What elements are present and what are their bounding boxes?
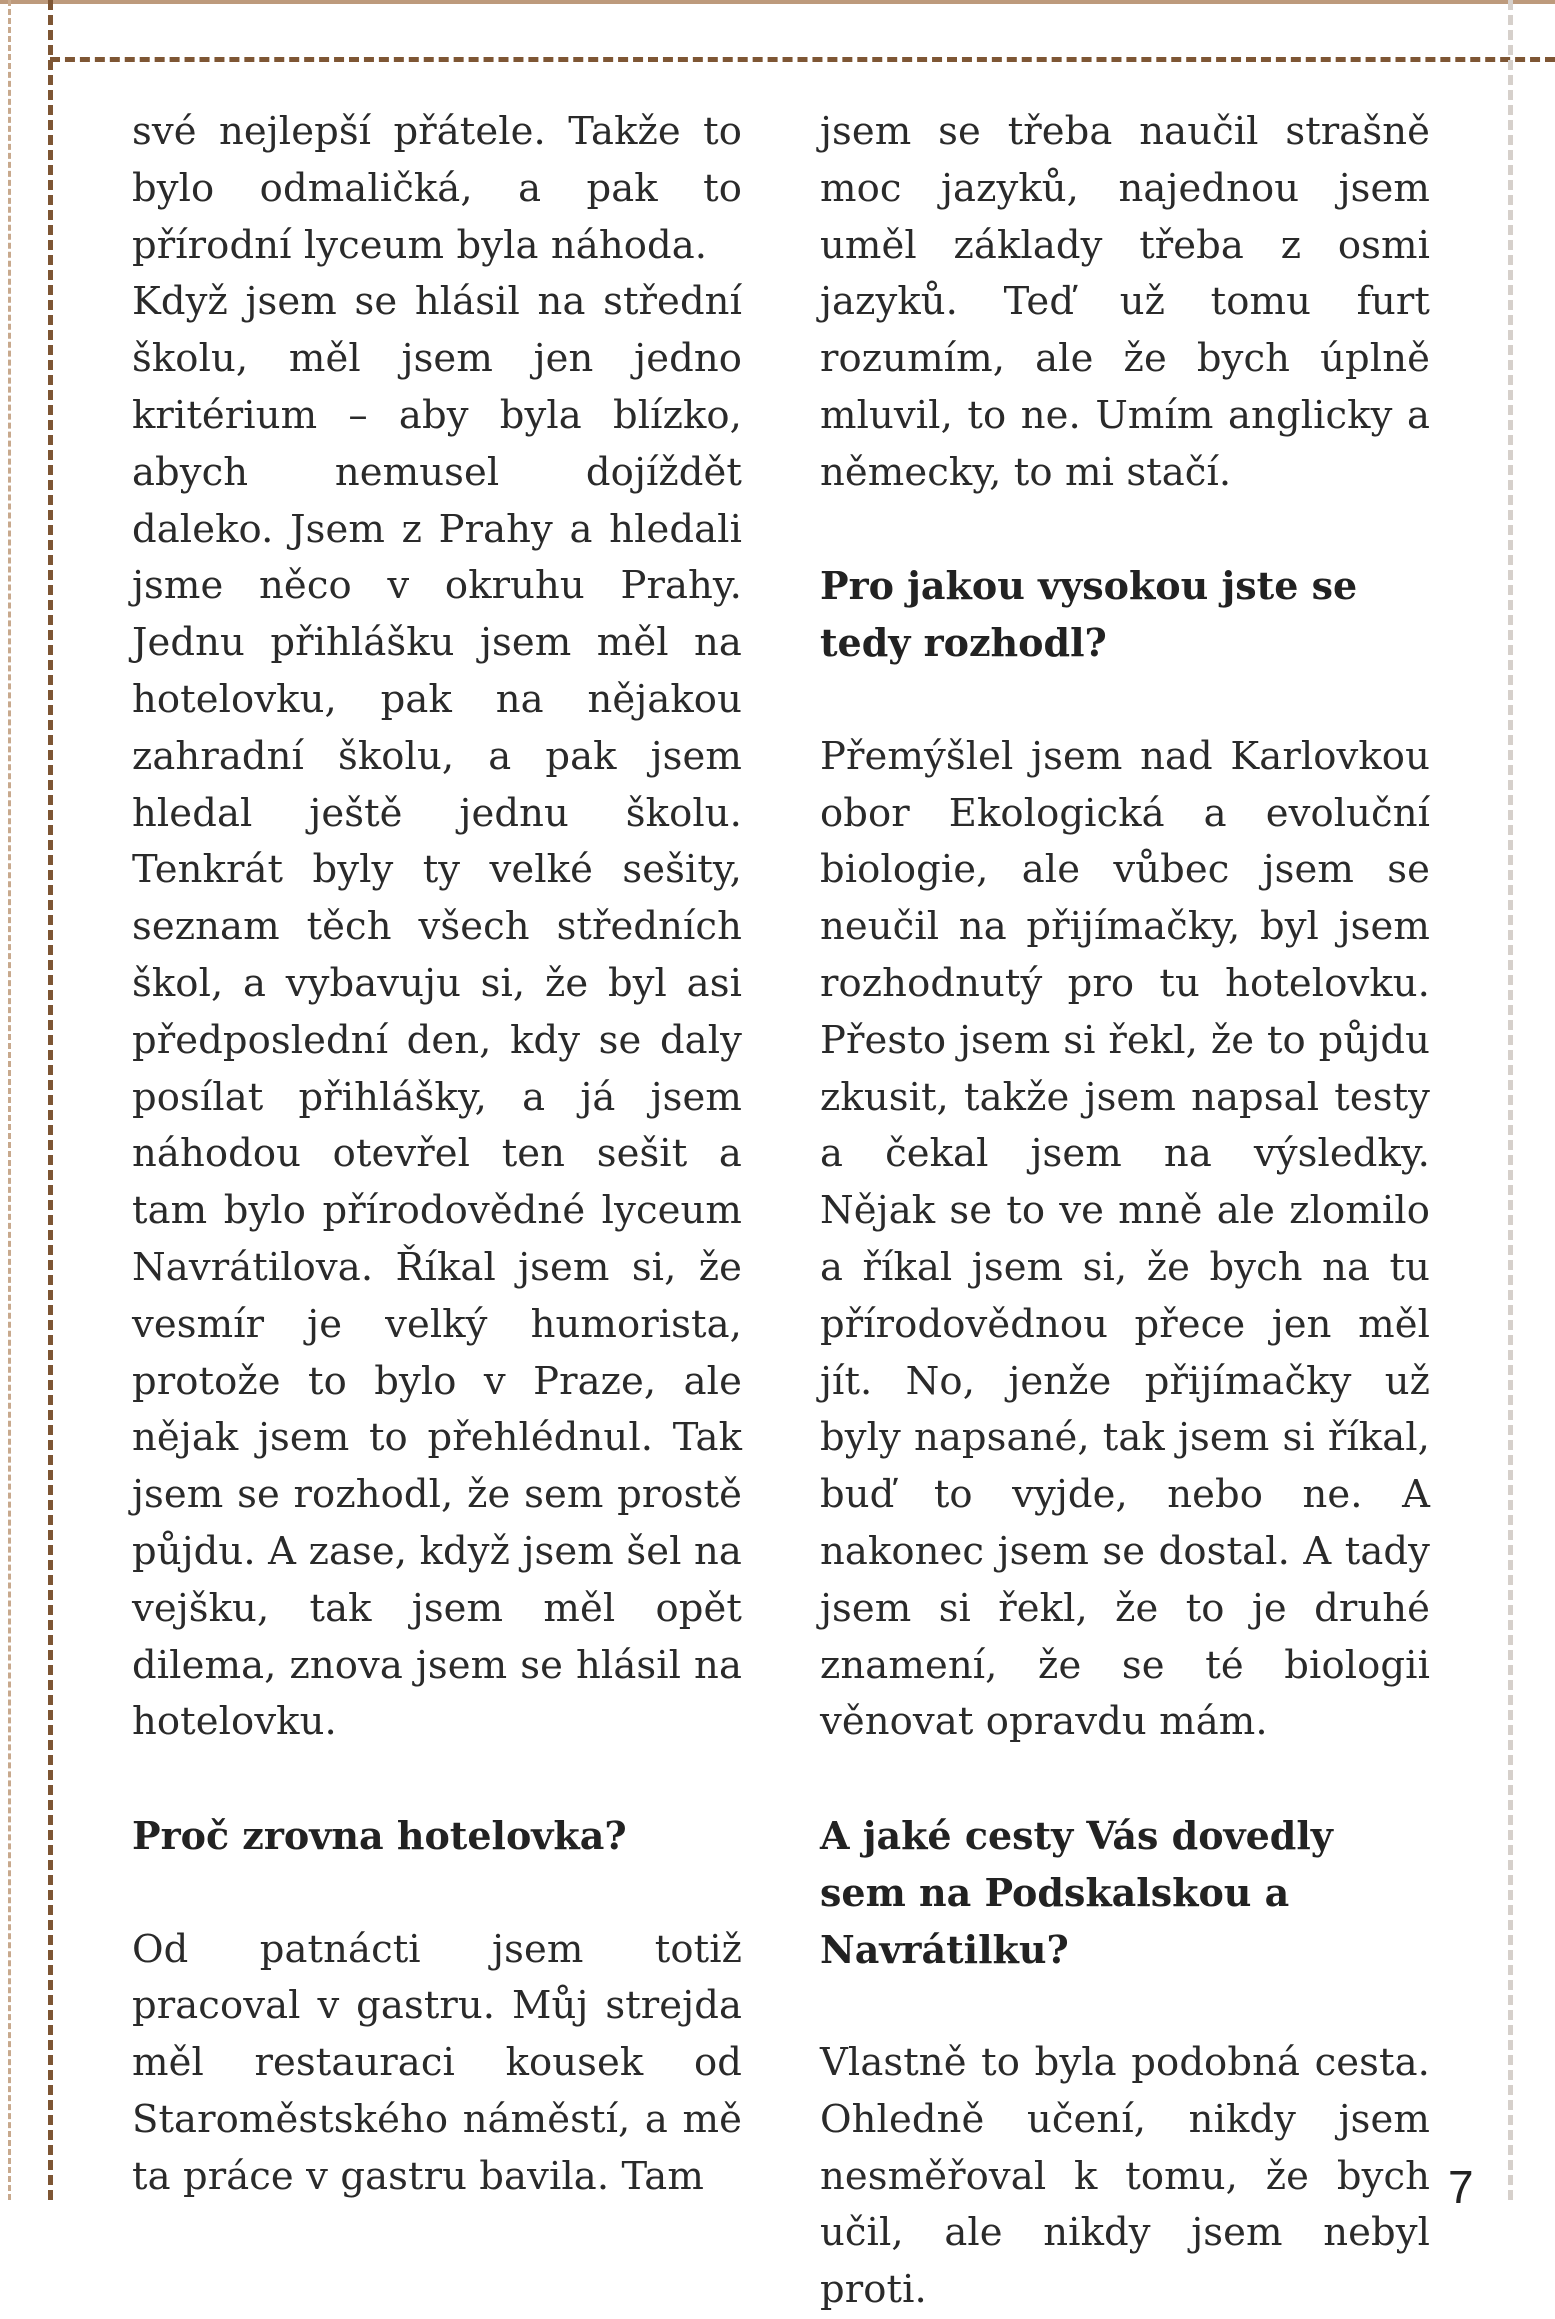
spacer (132, 1865, 742, 1922)
right-question-heading-2: A jaké cesty Vás dovedly sem na Podskalskou a Navrátilku? (820, 1812, 1333, 1972)
right-paragraph-2: Přemýšlel jsem nad Karlovkou obor Ekologická a evoluční biologie, ale vůbec jsem se neučil na přijímačky, byl jsem rozhodnutý pro tu hotelovku. Přesto jsem si řekl, že to půjdu zkusit, takže jsem napsal testy a čekal jsem na výsledky. Nějak se to ve mně ale zlomilo a říkal jsem si, že bych na tu přírodovědnou přece jen měl jít. No, jenže přijímačky už byly napsané, tak jsem si říkal, buď to vyjde, nebo ne. A nakonec jsem se dostal. A tady jsem si řekl, že to je druhé znamení, že se té biologii věnovat opravdu mám. (820, 733, 1430, 1745)
left-paragraph-2: Když jsem se hlásil na střední školu, měl jsem jen jedno kritérium – aby byla blízko, abych nemusel dojíždět daleko. Jsem z Prahy a hledali jsme něco v okruhu Prahy. Jednu přihlášku jsem měl na hotelovku, pak na nějakou zahradní školu, a pak jsem hledal ještě jednu školu. Tenkrát byly ty velké sešity, seznam těch všech středních škol, a vybavuju si, že byl asi předposlední den, kdy se daly posílat přihlášky, a já jsem náhodou otevřel ten sešit a tam bylo přírodovědné lyceum Navrátilova. Říkal jsem si, že vesmír je velký humorista, protože to bylo v Praze, ale nějak jsem to přehlédnul. Tak jsem se rozhodl, že sem prostě půjdu. A zase, když jsem šel na vejšku, tak jsem měl opět dilema, znova jsem se hlásil na hotelovku. (132, 279, 742, 1745)
left-outer-dashed-border (8, 0, 11, 2200)
left-question-heading: Proč zrovna hotelovka? (132, 1812, 627, 1858)
right-paragraph-1: jsem se třeba naučil strašně moc jazyků, najednou jsem uměl základy třeba z osmi jazyků. Teď už tomu furt rozumím, ale že bych úplně mluvil, to ne. Umím anglicky a německy, to mi stačí. (820, 109, 1430, 495)
left-inner-dashed-border (48, 0, 53, 2200)
spacer (820, 1978, 1430, 2035)
spacer (132, 1751, 742, 1808)
top-border-line (0, 0, 1555, 4)
right-question-heading-1: Pro jakou vysokou jste se tedy rozhodl? (820, 563, 1358, 666)
right-column (820, 104, 1430, 2319)
page-number: 7 (1448, 2161, 1474, 2213)
left-paragraph-3: Od patnácti jsem totiž pracoval v gastru. Můj strejda měl restauraci kousek od Staroměstského náměstí, a mě ta práce v gastru bavila. Tam (132, 1926, 742, 2199)
left-column (132, 104, 742, 2205)
top-dashed-border (50, 57, 1555, 62)
right-dashed-border (1508, 0, 1513, 2200)
spacer (820, 672, 1430, 729)
left-paragraph-1: své nejlepší přátele. Takže to bylo odmaličká, a pak to přírodní lyceum byla náhoda. (132, 109, 742, 268)
spacer (820, 502, 1430, 559)
spacer (820, 1751, 1430, 1808)
right-paragraph-3: Vlastně to byla podobná cesta. Ohledně učení, nikdy jsem nesměřoval k tomu, že bych učil, ale nikdy jsem nebyl proti. (820, 2040, 1430, 2313)
